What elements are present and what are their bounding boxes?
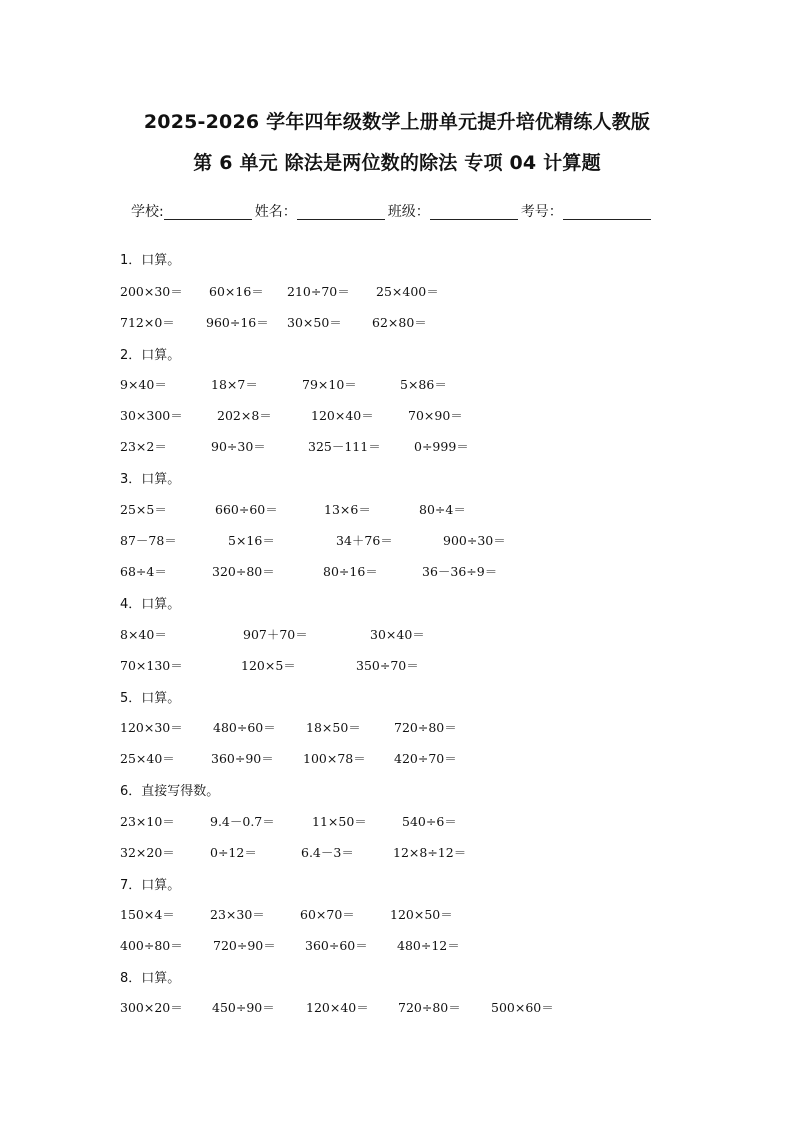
expression: 36－36÷9＝ [422,564,498,579]
expression: 202×8＝ [217,408,272,423]
class-blank[interactable] [430,205,518,220]
expression: 350÷70＝ [356,658,419,673]
expression: 120×40＝ [306,1000,369,1015]
expression: 360÷90＝ [211,751,274,766]
expression: 300×20＝ [120,1000,183,1015]
expression: 6.4－3＝ [301,845,354,860]
expression: 720÷80＝ [398,1000,461,1015]
expression: 30×300＝ [120,408,183,423]
expression: 660÷60＝ [215,502,278,517]
question-heading: 1．口算。 [120,253,181,268]
question-heading: 2．口算。 [120,348,181,363]
expression: 23×30＝ [210,907,265,922]
expression: 34＋76＝ [336,533,393,548]
question-heading: 5．口算。 [120,691,181,706]
expression: 200×30＝ [120,284,183,299]
expression: 120×30＝ [120,720,183,735]
exam-no-label: 考号： [520,204,563,220]
expression: 100×78＝ [303,751,366,766]
expression: 320÷80＝ [212,564,275,579]
expression: 420÷70＝ [394,751,457,766]
expression: 120×40＝ [311,408,374,423]
expression: 30×40＝ [370,627,425,642]
expression: 450÷90＝ [212,1000,275,1015]
expression: 210÷70＝ [287,284,350,299]
question-heading: 8．口算。 [120,971,181,986]
expression: 0÷12＝ [210,845,257,860]
name-label: 姓名： [254,204,297,220]
expression: 900÷30＝ [443,533,506,548]
name-field [255,201,385,221]
page-subtitle: 第 6 单元 除法是两位数的除法 专项 04 计算题 [193,152,601,174]
question-heading: 3．口算。 [120,472,181,487]
expression: 87－78＝ [120,533,177,548]
exam-no-blank[interactable] [563,205,651,220]
student-info-row [131,201,651,221]
question-heading: 7．口算。 [120,878,181,893]
expression: 30×50＝ [287,315,342,330]
expression: 720÷90＝ [213,938,276,953]
expression: 480÷60＝ [213,720,276,735]
expression: 120×50＝ [390,907,453,922]
expression: 60×16＝ [209,284,264,299]
expression: 80÷16＝ [323,564,378,579]
question-heading: 4．口算。 [120,597,181,612]
expression: 400÷80＝ [120,938,183,953]
expression: 480÷12＝ [397,938,460,953]
expression: 720÷80＝ [394,720,457,735]
expression: 712×0＝ [120,315,175,330]
expression: 25×5＝ [120,502,167,517]
expression: 5×86＝ [400,377,447,392]
expression: 18×50＝ [306,720,361,735]
expression: 23×10＝ [120,814,175,829]
expression: 13×6＝ [324,502,371,517]
question-heading: 6．直接写得数。 [120,784,220,799]
school-label: 学校: [131,204,164,220]
name-blank[interactable] [297,205,385,220]
expression: 360÷60＝ [305,938,368,953]
expression: 150×4＝ [120,907,175,922]
expression: 907＋70＝ [243,627,308,642]
class-label: 班级： [387,204,430,220]
page-title: 2025-2026 学年四年级数学上册单元提升培优精练人教版 [143,111,651,133]
expression: 0÷999＝ [414,439,469,454]
expression: 5×16＝ [228,533,275,548]
expression: 70×130＝ [120,658,183,673]
expression: 960÷16＝ [206,315,269,330]
expression: 120×5＝ [241,658,296,673]
expression: 11×50＝ [312,814,367,829]
class-field [388,201,518,221]
expression: 60×70＝ [300,907,355,922]
expression: 70×90＝ [408,408,463,423]
expression: 9×40＝ [120,377,167,392]
expression: 25×40＝ [120,751,175,766]
expression: 500×60＝ [491,1000,554,1015]
expression: 79×10＝ [302,377,357,392]
expression: 18×7＝ [211,377,258,392]
exam-no-field [521,201,651,221]
school-blank[interactable] [164,205,252,220]
school-field [131,201,252,221]
expression: 23×2＝ [120,439,167,454]
expression: 540÷6＝ [402,814,457,829]
expression: 9.4－0.7＝ [210,814,275,829]
expression: 12×8÷12＝ [393,845,467,860]
expression: 80÷4＝ [419,502,466,517]
expression: 62×80＝ [372,315,427,330]
expression: 32×20＝ [120,845,175,860]
expression: 68÷4＝ [120,564,167,579]
expression: 90÷30＝ [211,439,266,454]
expression: 325－111＝ [308,439,381,454]
expression: 8×40＝ [120,627,167,642]
expression: 25×400＝ [376,284,439,299]
